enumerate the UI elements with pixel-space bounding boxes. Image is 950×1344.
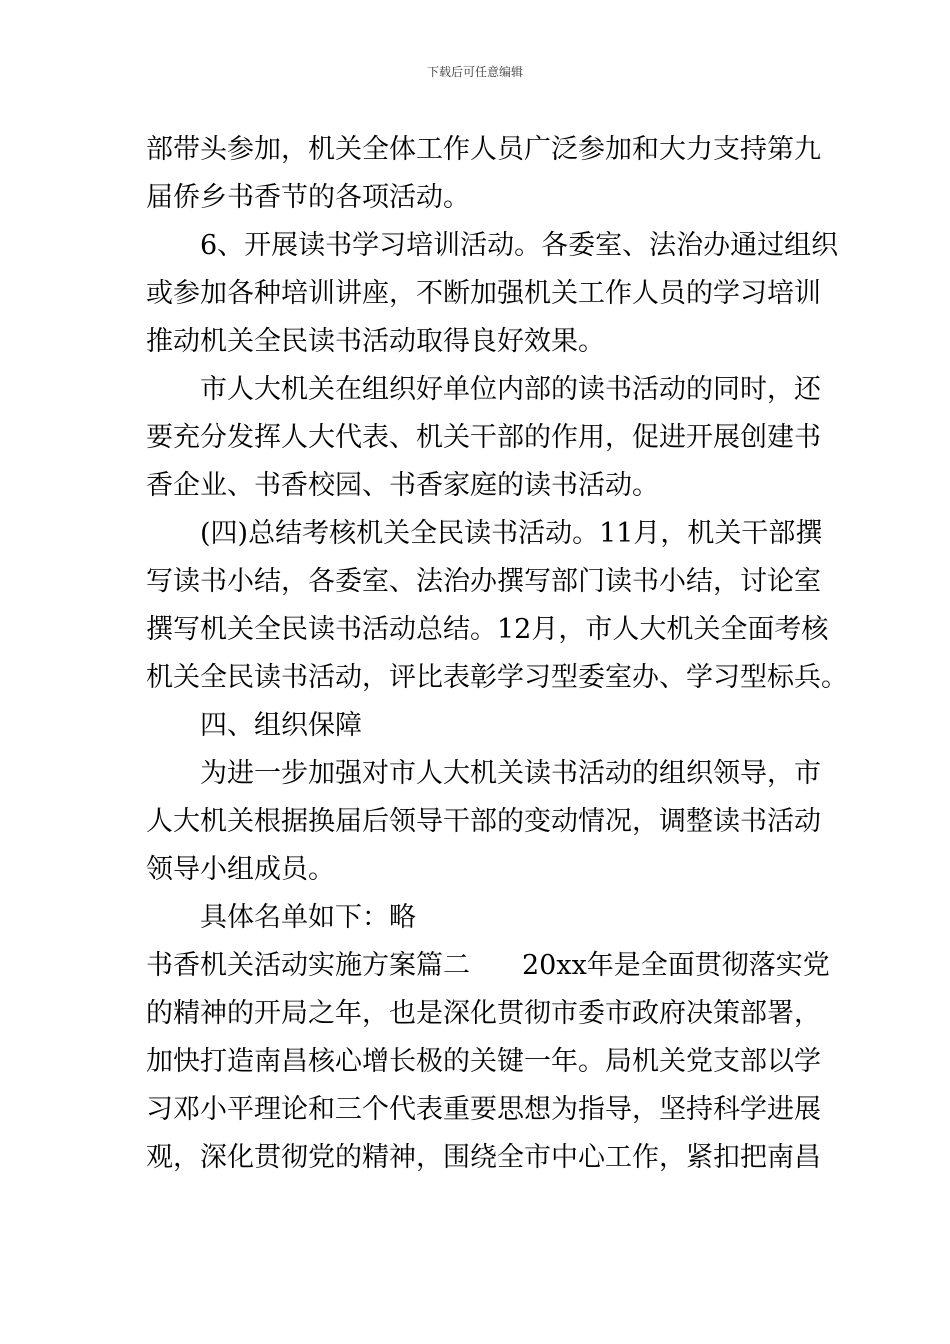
text-line: 推动机关全民读书活动取得良好效果。	[146, 326, 605, 357]
text-line: 6、开展读书学习培训活动。各委室、法治办通过组织	[200, 230, 839, 261]
text-line: 届侨乡书香节的各项活动。	[146, 182, 470, 213]
text-line: 要充分发挥人大代表、机关干部的作用，促进开展创建书	[146, 422, 821, 453]
text-line: 领导小组成员。	[146, 854, 335, 885]
article-title: 书香机关活动实施方案篇二	[146, 950, 470, 981]
text-line: 香企业、书香校园、书香家庭的读书活动。	[146, 470, 659, 501]
page-header: 下载后可任意编辑	[426, 65, 523, 79]
text-line: 或参加各种培训讲座，不断加强机关工作人员的学习培训	[146, 278, 821, 309]
text-line: (四)总结考核机关全民读书活动。11月，机关干部撰	[200, 518, 823, 549]
text-line	[146, 942, 830, 990]
text-line: 写读书小结，各委室、法治办撰写部门读书小结，讨论室	[146, 566, 821, 597]
text-line: 具体名单如下：略	[200, 902, 416, 933]
text-segment: 20xx年是全面贯彻落实党	[522, 950, 830, 981]
text-line: 习邓小平理论和三个代表重要思想为指导，坚持科学进展	[146, 1094, 821, 1125]
text-line: 机关全民读书活动，评比表彰学习型委室办、学习型标兵。	[146, 662, 848, 693]
document-body	[146, 126, 848, 1182]
text-line: 的精神的开局之年，也是深化贯彻市委市政府决策部署，	[146, 998, 821, 1029]
text-line: 观，深化贯彻党的精神，围绕全市中心工作，紧扣把南昌	[146, 1142, 821, 1173]
text-line: 加快打造南昌核心增长极的关键一年。局机关党支部以学	[146, 1046, 821, 1077]
text-line: 为进一步加强对市人大机关读书活动的组织领导，市	[200, 758, 821, 789]
text-line: 部带头参加，机关全体工作人员广泛参加和大力支持第九	[146, 134, 821, 165]
text-line: 撰写机关全民读书活动总结。12月，市人大机关全面考核	[146, 614, 829, 645]
text-line: 人大机关根据换届后领导干部的变动情况，调整读书活动	[146, 806, 821, 837]
text-line: 市人大机关在组织好单位内部的读书活动的同时，还	[200, 374, 821, 405]
section-heading: 四、组织保障	[200, 710, 362, 741]
